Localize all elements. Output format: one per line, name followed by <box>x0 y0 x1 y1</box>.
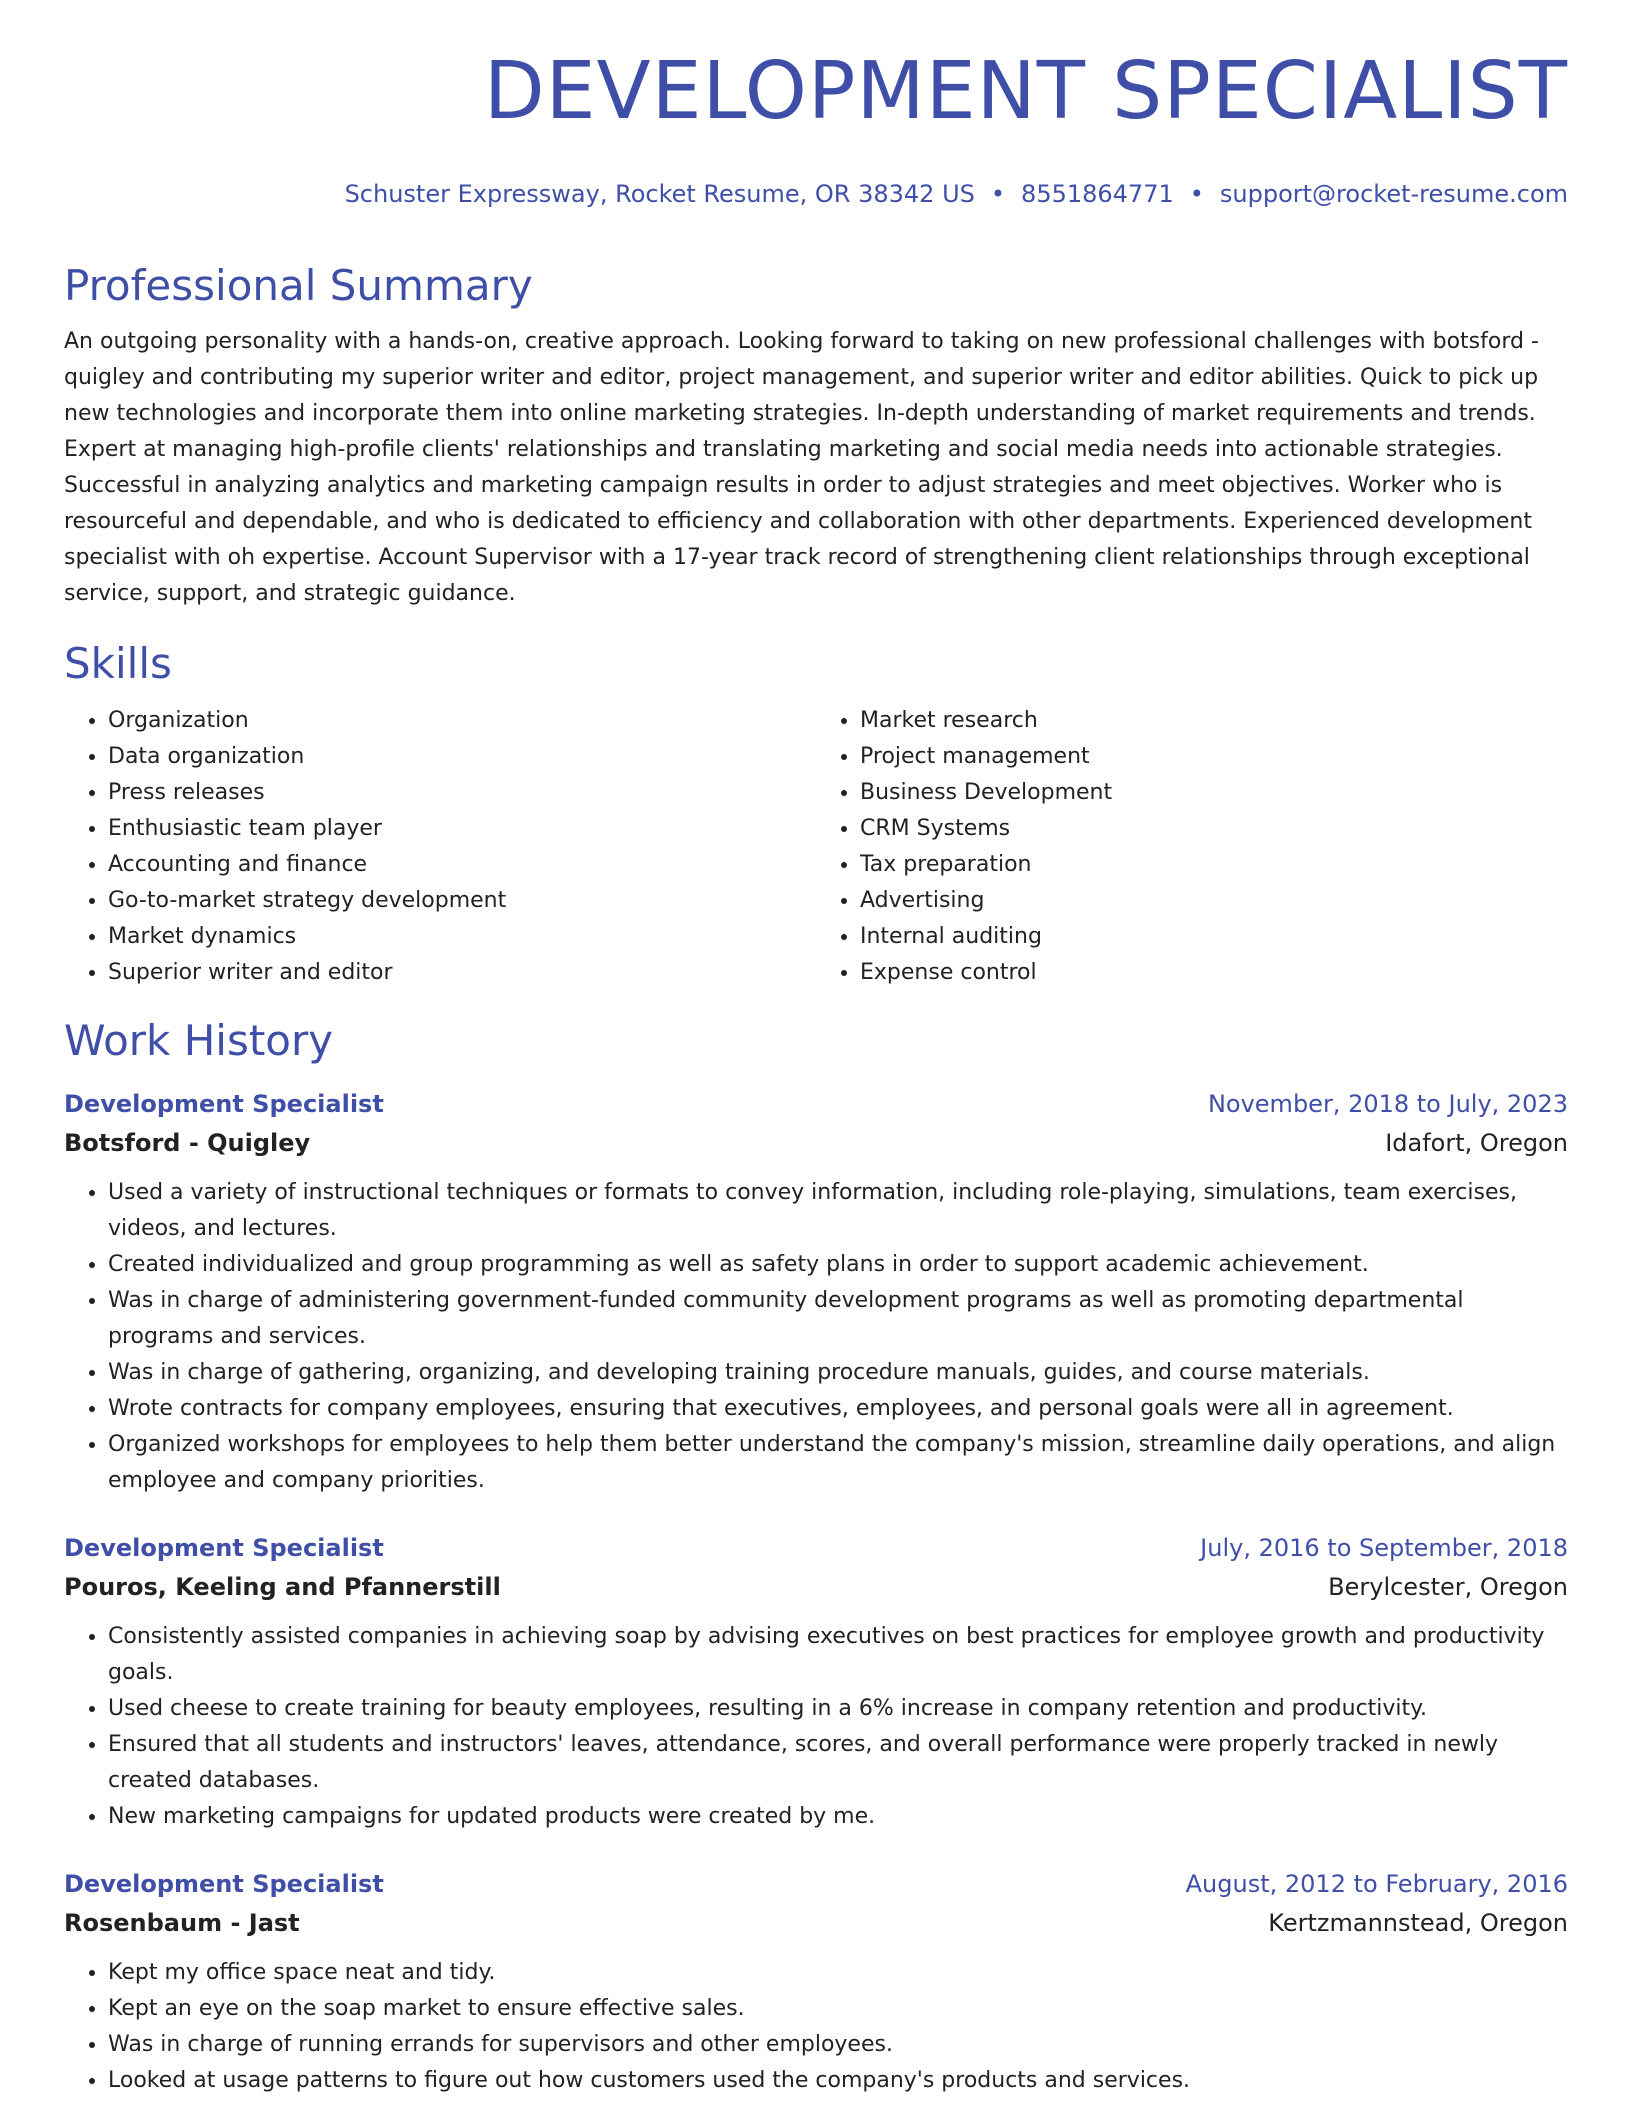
job-bullet: • Used a variety of instructional techniques or formats to convey information, including role-playing, simulations, team exercises, videos, and lectures. <box>108 1175 1568 1247</box>
skill-item: • Data organization <box>108 739 816 775</box>
job-location: Kertzmannstead, Oregon <box>1268 1908 1568 1937</box>
job-dates: November, 2018 to July, 2023 <box>1207 1089 1568 1118</box>
skill-item: • Advertising <box>860 883 1568 919</box>
skill-item: • Project management <box>860 739 1568 775</box>
skill-item: • Market dynamics <box>108 919 816 955</box>
skill-item: • Organization <box>108 703 816 739</box>
job-dates: August, 2012 to February, 2016 <box>1185 1869 1568 1898</box>
skills-grid <box>64 703 1568 991</box>
contact-address: Schuster Expressway, Rocket Resume, OR 38342 US <box>344 180 975 208</box>
job-bullet: • Kept my office space neat and tidy. <box>108 1955 1568 1991</box>
job-entry <box>64 1865 1568 2099</box>
job-bullet: • Used cheese to create training for beauty employees, resulting in a 6% increase in company retention and productivity. <box>108 1691 1568 1727</box>
job-bullets <box>64 1175 1568 1499</box>
resume-title: DEVELOPMENT SPECIALIST <box>483 45 1568 137</box>
skill-item: • Expense control <box>860 955 1568 991</box>
skill-item: • Enthusiastic team player <box>108 811 816 847</box>
job-location: Berylcester, Oregon <box>1328 1572 1568 1601</box>
job-entry <box>64 1529 1568 1835</box>
job-bullet: • Was in charge of administering government-funded community development programs as well as promoting departmental programs and services. <box>108 1283 1568 1355</box>
job-title: Development Specialist <box>64 1869 384 1898</box>
contact-line <box>345 180 1568 208</box>
job-company: Pouros, Keeling and Pfannerstill <box>64 1572 501 1601</box>
summary-text: An outgoing personality with a hands-on, creative approach. Looking forward to taking on new professional challenges with botsford - quigley and contributing my superior writer and editor, project management, and superior writer and editor abilities. Quick to pick up new technologies and incorporate them into online marketing strategies. In-depth understanding of market requirements and trends. Expert at managing high-profile clients' relationships and translating marketing and social media needs into actionable strategies. Successful in analyzing analytics and marketing campaign results in order to adjust strategies and meet objectives. Worker who is resourceful and dependable, and who is dedicated to efficiency and collaboration with other departments. Experienced development specialist with oh expertise. Account Supervisor with a 17-year track record of strengthening client relationships through exceptional service, support, and strategic guidance. <box>64 329 1539 607</box>
skills-list-right <box>816 703 1568 991</box>
job-bullet: • Kept an eye on the soap market to ensure effective sales. <box>108 1991 1568 2027</box>
skills-section <box>64 640 1568 990</box>
skills-heading: Skills <box>64 639 172 689</box>
job-company: Rosenbaum - Jast <box>64 1908 300 1937</box>
summary-heading: Professional Summary <box>64 261 533 310</box>
skill-item: • Accounting and finance <box>108 847 816 883</box>
skills-list-left <box>64 703 816 991</box>
job-location: Idafort, Oregon <box>1385 1128 1568 1157</box>
job-bullet: • Created individualized and group programming as well as safety plans in order to support academic achievement. <box>108 1247 1568 1283</box>
job-header-row <box>64 1085 1568 1123</box>
summary-section <box>64 262 1568 612</box>
job-bullet: • Organized workshops for employees to help them better understand the company's mission, streamline daily operations, and align employee and company priorities. <box>108 1427 1568 1499</box>
job-company: Botsford - Quigley <box>64 1128 311 1157</box>
job-dates: July, 2016 to September, 2018 <box>1200 1533 1568 1562</box>
job-bullet: • Was in charge of running errands for supervisors and other employees. <box>108 2027 1568 2063</box>
work-history-heading: Work History <box>64 1015 334 1065</box>
skill-item: • Go-to-market strategy development <box>108 883 816 919</box>
job-title: Development Specialist <box>64 1089 384 1118</box>
job-bullets <box>64 1619 1568 1835</box>
skill-item: • Tax preparation <box>860 847 1568 883</box>
contact-phone: 8551864771 <box>1021 180 1174 208</box>
job-bullet: • Looked at usage patterns to figure out how customers used the company's products and services. <box>108 2063 1568 2099</box>
job-bullet: • New marketing campaigns for updated products were created by me. <box>108 1799 1568 1835</box>
contact-separator: • <box>990 180 1006 208</box>
job-bullets <box>64 1955 1568 2099</box>
job-header-row <box>64 1865 1568 1903</box>
job-bullet: • Was in charge of gathering, organizing, and developing training procedure manuals, guides, and course materials. <box>108 1355 1568 1391</box>
job-bullet: • Ensured that all students and instructors' leaves, attendance, scores, and overall performance were properly tracked in newly created databases. <box>108 1727 1568 1799</box>
job-header-row <box>64 1529 1568 1567</box>
resume-content <box>64 262 1568 2099</box>
skill-item: • Internal auditing <box>860 919 1568 955</box>
job-bullet: • Consistently assisted companies in achieving soap by advising executives on best practices for employee growth and productivity goals. <box>108 1619 1568 1691</box>
contact-email[interactable]: support@rocket-resume.com <box>1219 180 1568 208</box>
work-history-section <box>64 1017 1568 2099</box>
job-bullet: • Wrote contracts for company employees, ensuring that executives, employees, and personal goals were all in agreement. <box>108 1391 1568 1427</box>
job-company-row <box>64 1123 1568 1163</box>
contact-separator: • <box>1189 180 1204 208</box>
job-company-row <box>64 1903 1568 1943</box>
job-company-row <box>64 1567 1568 1607</box>
skill-item: • Press releases <box>108 775 816 811</box>
skill-item: • Superior writer and editor <box>108 955 816 991</box>
job-entry <box>64 1085 1568 1499</box>
skill-item: • Business Development <box>860 775 1568 811</box>
skill-item: • CRM Systems <box>860 811 1568 847</box>
job-title: Development Specialist <box>64 1533 384 1562</box>
skill-item: • Market research <box>860 703 1568 739</box>
